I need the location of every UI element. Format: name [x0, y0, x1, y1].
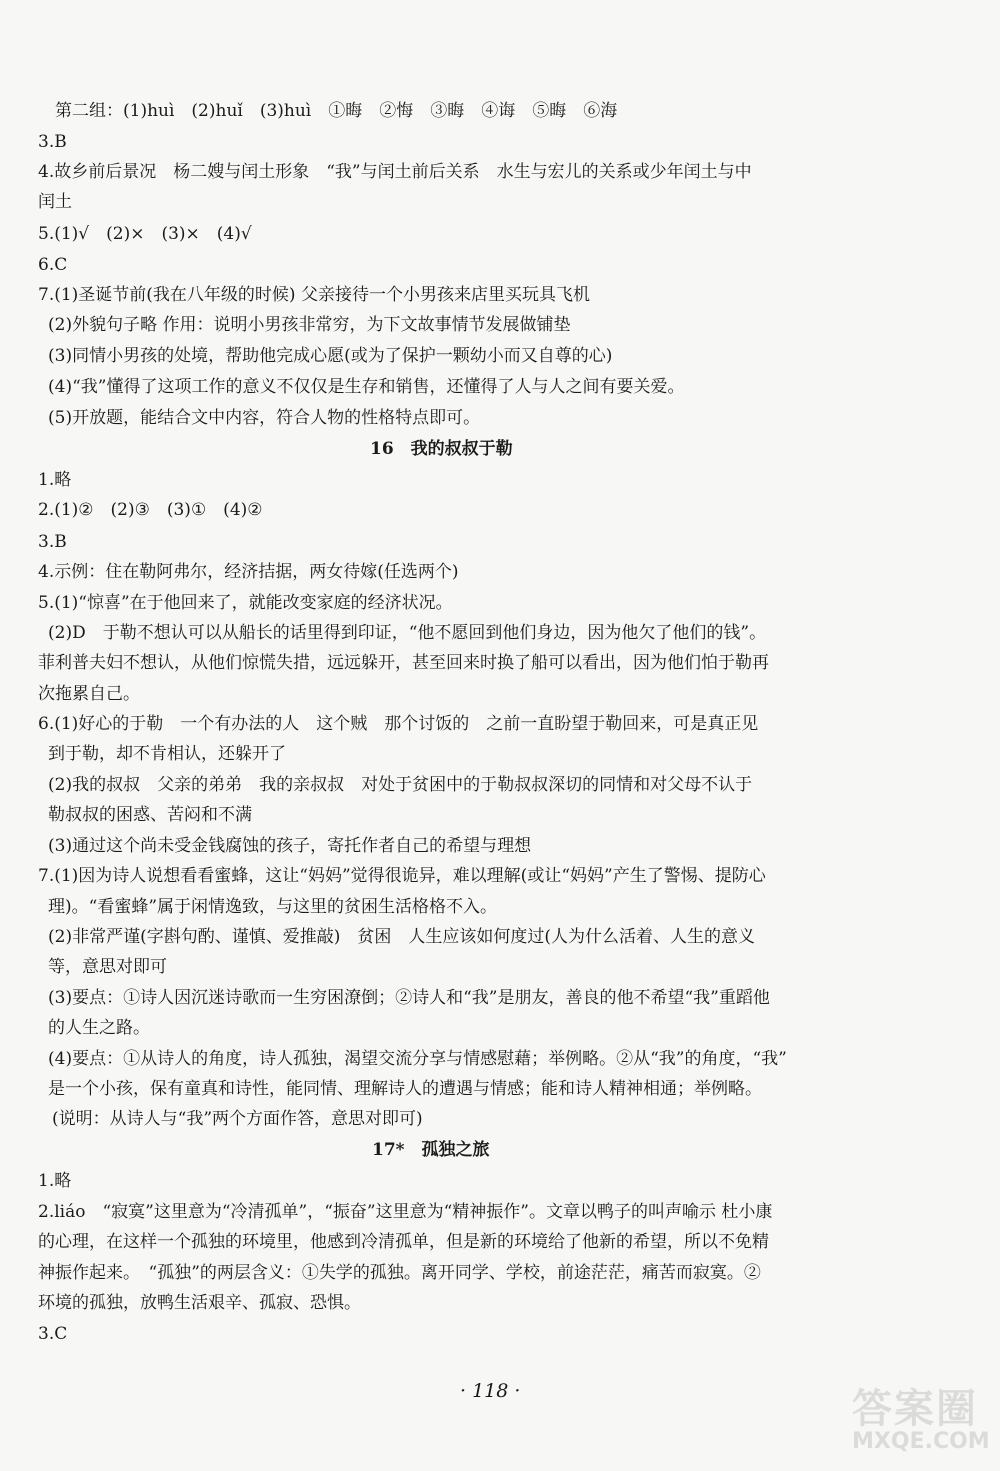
watermark-logo: 答案圈 MXQE.COM: [852, 1386, 990, 1454]
answer-page: 第二组：(1)huì (2)huǐ (3)huì ①晦 ②悔 ③晦 ④诲 ⑤晦 ⑥海 3.B 4.故乡前后景况 杨二嫂与闰土形象 “我”与闰土前后关系 水生与宏儿的关系或少年闰土与中 闰土 5.(1)√ (2)× (3)× (4)√ 6.C 7.(1)圣诞节前(我在八年级的时候) 父亲接待一个小男孩来店里买玩具飞机 (2)外貌句子略 作用：说明小男孩非常穷，为下文故事情节发展做铺垫 (3)同情小男孩的处境，帮助他完成心愿(或为了保护一颗幼小而又自尊的心) (4)“我”懂得了这项工作的意义不仅仅是生存和销售，还懂得了人与人之间有要关爱。 (5)开放题，能结合文中内容，符合人物的性格特点即可。 16 我的叔叔于勒 1.略 2.(1)② (2)③ (3)① (4)② 3.B 4.示例：住在勒阿弗尔，经济拮据，两女待嫁(任选两个) 5.(1)“惊喜”在于他回来了，就能改变家庭的经济状况。 (2)D 于勒不想认可以从船长的话里得到印证，“他不愿回到他们身边，因为他欠了他们的钱”。 菲利普夫妇不想认，从他们惊慌失措，远远躲开，甚至回来时换了船可以看出，因为他们怕于勒再 次拖累自己。 6.(1)好心的于勒 一个有办法的人 这个贼 那个讨饭的 之前一直盼望于勒回来，可是真正见 到于勒，却不肯相认，还躲开了 (2)我的叔叔 父亲的弟弟 我的亲叔叔 对处于贫困中的于勒叔叔深切的同情和对父母不认于 勒叔叔的困惑、苦闷和不满 (3)通过这个尚未受金钱腐蚀的孩子，寄托作者自己的希望与理想 7.(1)因为诗人说想看看蜜蜂，这让“妈妈”觉得很诡异，难以理解(或让“妈妈”产生了警惕、提防心 理)。“看蜜蜂”属于闲情逸致，与这里的贫困生活格格不入。 (2)非常严谨(字斟句酌、谨慎、爱推敲) 贫困 人生应该如何度过(人为什么活着、人生的意义 等，意思对即可 (3)要点：①诗人因沉迷诗歌而一生穷困潦倒；②诗人和“我”是朋友，善良的他不希望“我”重蹈他 的人生之路。 (4)要点：①从诗人的角度，诗人孤独，渴望交流分享与情感慰藉；举例略。②从“我”的角度，“我” 是一个小孩，保有童真和诗性，能同情、理解诗人的遭遇与情感；能和诗人精神相通；举例略。 (说明：从诗人与“我”两个方面作答，意思对即可) 17* 孤独之旅 1.略 2.liáo “寂寞”这里意为“冷清孤单”，“振奋”这里意为“精神振作”。文章以鸭子的叫声喻示 杜小康 的心理，在这样一个孤独的环境里，他感到冷清孤单，但是新的环境给了他新的希望，所以不免精 神振作起来。 “孤独”的两层含义：①失学的孤独。离开同学、学校，前途茫茫，痛苦而寂寞。② 环境的孤独，放鸭生活艰辛、孤寂、恐惧。 3.C · 118 · 答案圈 MXQE.COM: [0, 0, 1000, 1471]
